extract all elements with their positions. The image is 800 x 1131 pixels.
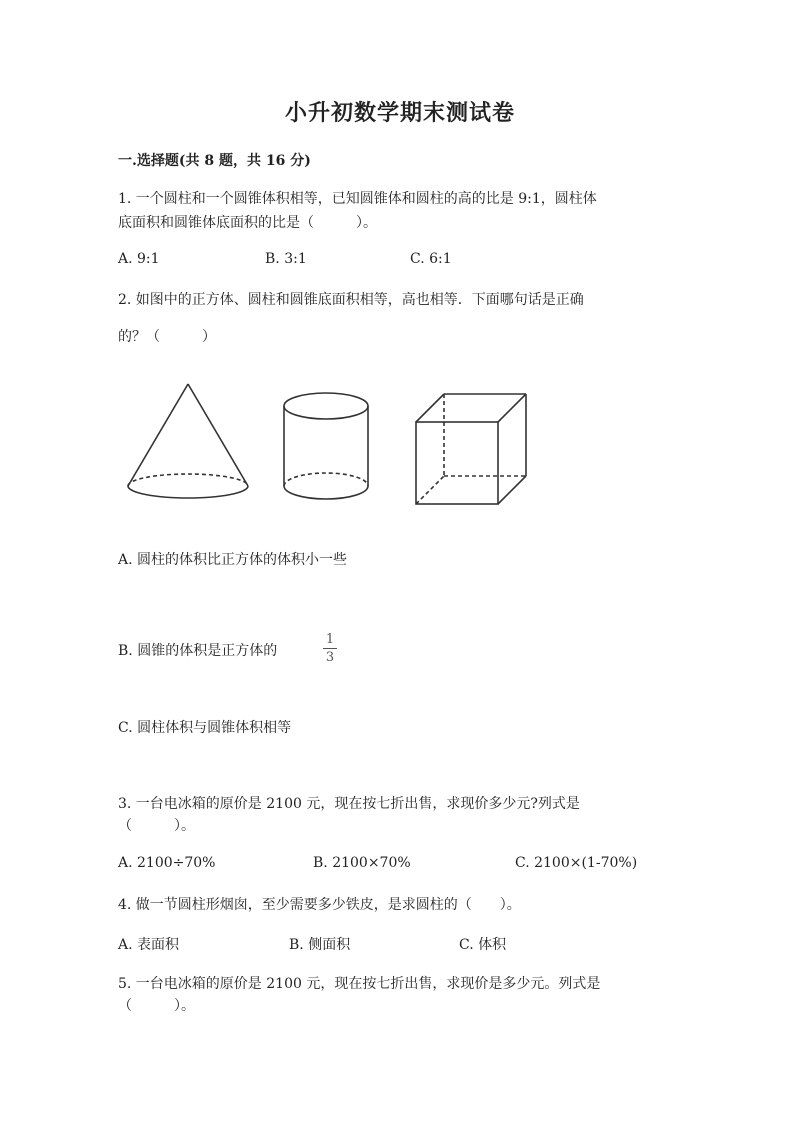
q3-text-line2: （ ）。 [118, 818, 195, 834]
q4-option-a[interactable]: A. 表面积 [118, 937, 180, 953]
q5-text-line1: 5. 一台电冰箱的原价是 2100 元，现在按七折出售，求现价是多少元。列式是 [118, 976, 601, 992]
fraction-one-third [322, 632, 338, 665]
page-title: 小升初数学期末测试卷 [284, 100, 515, 126]
q4-text-line1: 4. 做一节圆柱形烟囱，至少需要多少铁皮，是求圆柱的（ ）。 [118, 897, 521, 913]
q3-text-line1: 3. 一台电冰箱的原价是 2100 元，现在按七折出售，求现价多少元?列式是 [118, 796, 580, 812]
q1-option-c[interactable]: C. 6:1 [410, 251, 452, 267]
q4-option-b[interactable]: B. 侧面积 [289, 937, 351, 953]
q2-text-line1: 2. 如图中的正方体、圆柱和圆锥底面积相等，高也相等．下面哪句话是正确 [118, 292, 584, 308]
q4-option-c[interactable]: C. 体积 [459, 937, 507, 953]
fraction-bar [323, 648, 337, 649]
q2-option-a[interactable]: A. 圆柱的体积比正方体的体积小一些 [118, 552, 348, 568]
fraction-denominator: 3 [325, 650, 335, 665]
q1-option-b[interactable]: B. 3:1 [265, 251, 307, 267]
section-heading: 一.选择题(共 8 题，共 16 分) [118, 153, 311, 169]
q1-text-line2: 底面积和圆锥体底面积的比是（ ）。 [118, 215, 377, 231]
q5-text-line2: （ ）。 [118, 998, 195, 1014]
q2-option-c[interactable]: C. 圆柱体积与圆锥体积相等 [118, 720, 292, 736]
cone-figure [128, 384, 248, 498]
cylinder-figure [284, 393, 368, 499]
solids-figure [120, 380, 540, 515]
q2-text-line2: 的？（ ） [118, 329, 216, 345]
q3-option-b[interactable]: B. 2100×70% [313, 855, 411, 871]
q1-text-line1: 1. 一个圆柱和一个圆锥体积相等，已知圆锥体和圆柱的高的比是 9:1，圆柱体 [118, 191, 597, 207]
fraction-numerator: 1 [325, 632, 335, 647]
q2-option-b[interactable]: B. 圆锥的体积是正方体的 [118, 643, 278, 659]
q3-option-c[interactable]: C. 2100×(1-70%) [515, 855, 638, 871]
q1-option-a[interactable]: A. 9:1 [118, 251, 160, 267]
q3-option-a[interactable]: A. 2100÷70% [118, 855, 216, 871]
cube-figure [416, 394, 526, 504]
